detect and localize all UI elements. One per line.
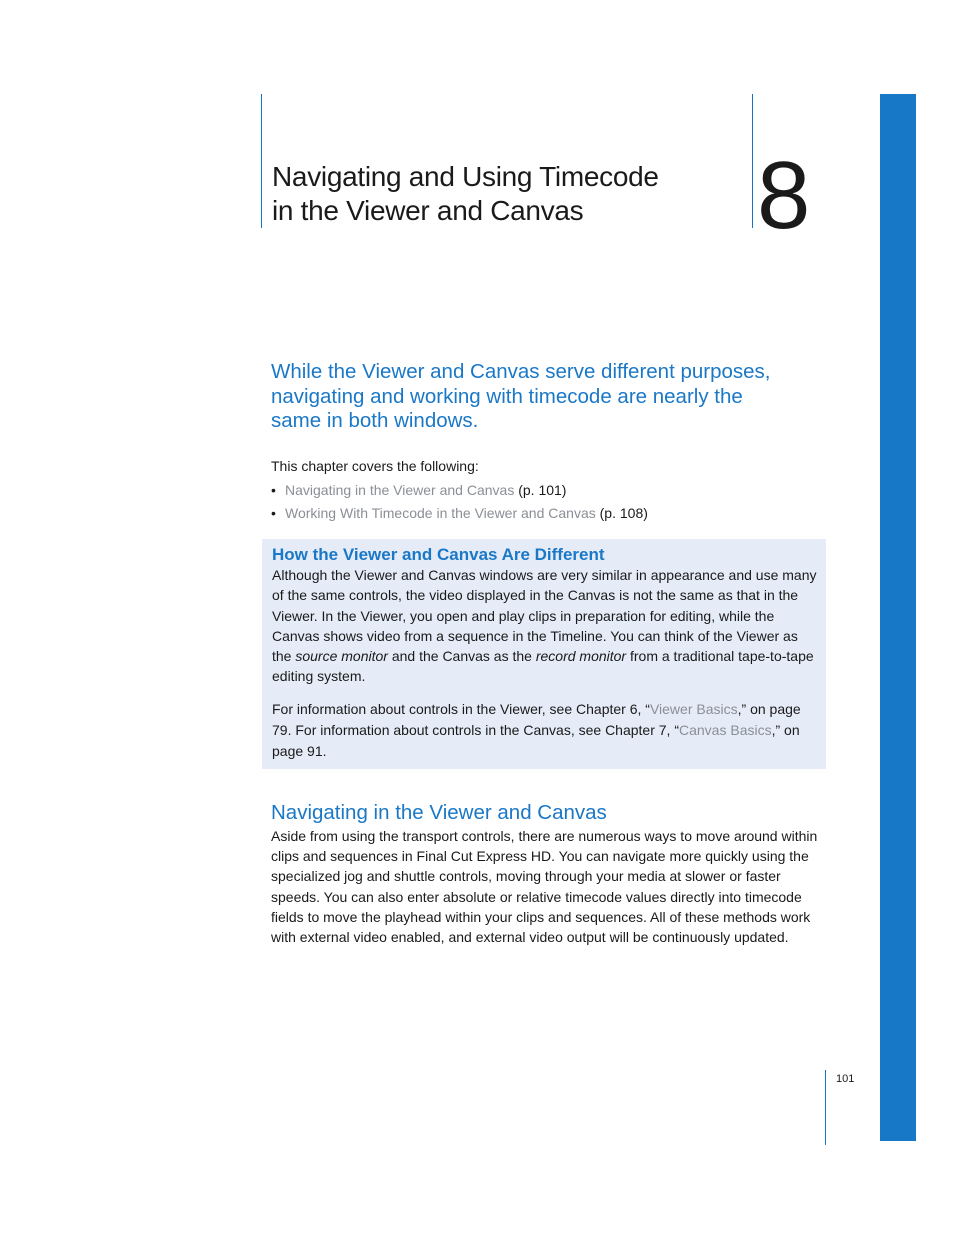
chapter-number: 8	[757, 142, 811, 249]
toc-page-ref: (p. 108)	[599, 505, 648, 521]
note-p1-text-b: and the Canvas as the	[387, 648, 536, 665]
bullet-icon: •	[271, 482, 276, 498]
link-viewer-basics[interactable]: Viewer Basics	[649, 701, 738, 717]
page-number: 101	[836, 1073, 855, 1085]
covers-label: This chapter covers the following:	[271, 458, 479, 474]
section-body: Aside from using the transport controls, there are numerous ways to move around within clips and sequences in Final Cut Express HD. You can navigate more quickly using the specialized jog and shuttle controls, moving through your media at slower or faster speeds. You can also enter absolute or relative timecode values directly into timecode fields to move the playhead within your clips and sequences. All of these methods work with external video enabled, and external video output will be continuously updated.	[271, 828, 818, 946]
chapter-title-line2: in the Viewer and Canvas	[272, 195, 584, 226]
chapter-title	[272, 160, 732, 228]
bullet-icon: •	[271, 505, 276, 521]
note-p2-text-a: For information about controls in the Viewer, see Chapter 6, “	[272, 701, 650, 717]
title-rule-right	[752, 94, 753, 228]
note-p1-text-a: Although the Viewer and Canvas windows are very similar in appearance and use many of the same controls, the video displayed in the Canvas is not the same as that in the Viewer. In the Viewer, you open and play clips in preparation for editing, while the Canvas shows video from a sequence in the Timeline. You can think of the Viewer as the	[272, 567, 817, 665]
chapter-toc	[271, 479, 648, 525]
link-canvas-basics[interactable]: Canvas Basics	[679, 721, 772, 738]
note-p2-text-b: ,” on page 79. For information about controls in the Canvas, see Chapter 7, “	[272, 701, 801, 738]
note-paragraph-1	[272, 565, 817, 687]
chapter-intro: While the Viewer and Canvas serve different purposes, navigating and working with timecode are nearly the same in both windows.	[271, 360, 771, 432]
chapter-tab-bar	[880, 94, 916, 1141]
note-box	[262, 539, 826, 769]
note-paragraph-2	[272, 699, 817, 761]
note-p1-text-c: from a traditional tape-to-tape editing system.	[272, 648, 814, 685]
note-p1-emphasis-record: record monitor	[535, 648, 627, 665]
toc-item	[271, 479, 648, 502]
footer-rule	[825, 1070, 826, 1145]
section-title: Navigating in the Viewer and Canvas	[271, 801, 607, 824]
toc-item	[271, 502, 648, 525]
toc-link-timecode[interactable]: Working With Timecode in the Viewer and Canvas	[285, 505, 596, 521]
note-p1-emphasis-source: source monitor	[295, 648, 388, 665]
note-title: How the Viewer and Canvas Are Different	[272, 545, 605, 564]
toc-page-ref: (p. 101)	[518, 482, 567, 498]
note-p2-text-c: ,” on page 91.	[272, 721, 800, 759]
title-rule-left	[261, 94, 262, 228]
chapter-title-line1: Navigating and Using Timecode	[272, 161, 659, 192]
toc-link-navigating[interactable]: Navigating in the Viewer and Canvas	[285, 482, 515, 498]
